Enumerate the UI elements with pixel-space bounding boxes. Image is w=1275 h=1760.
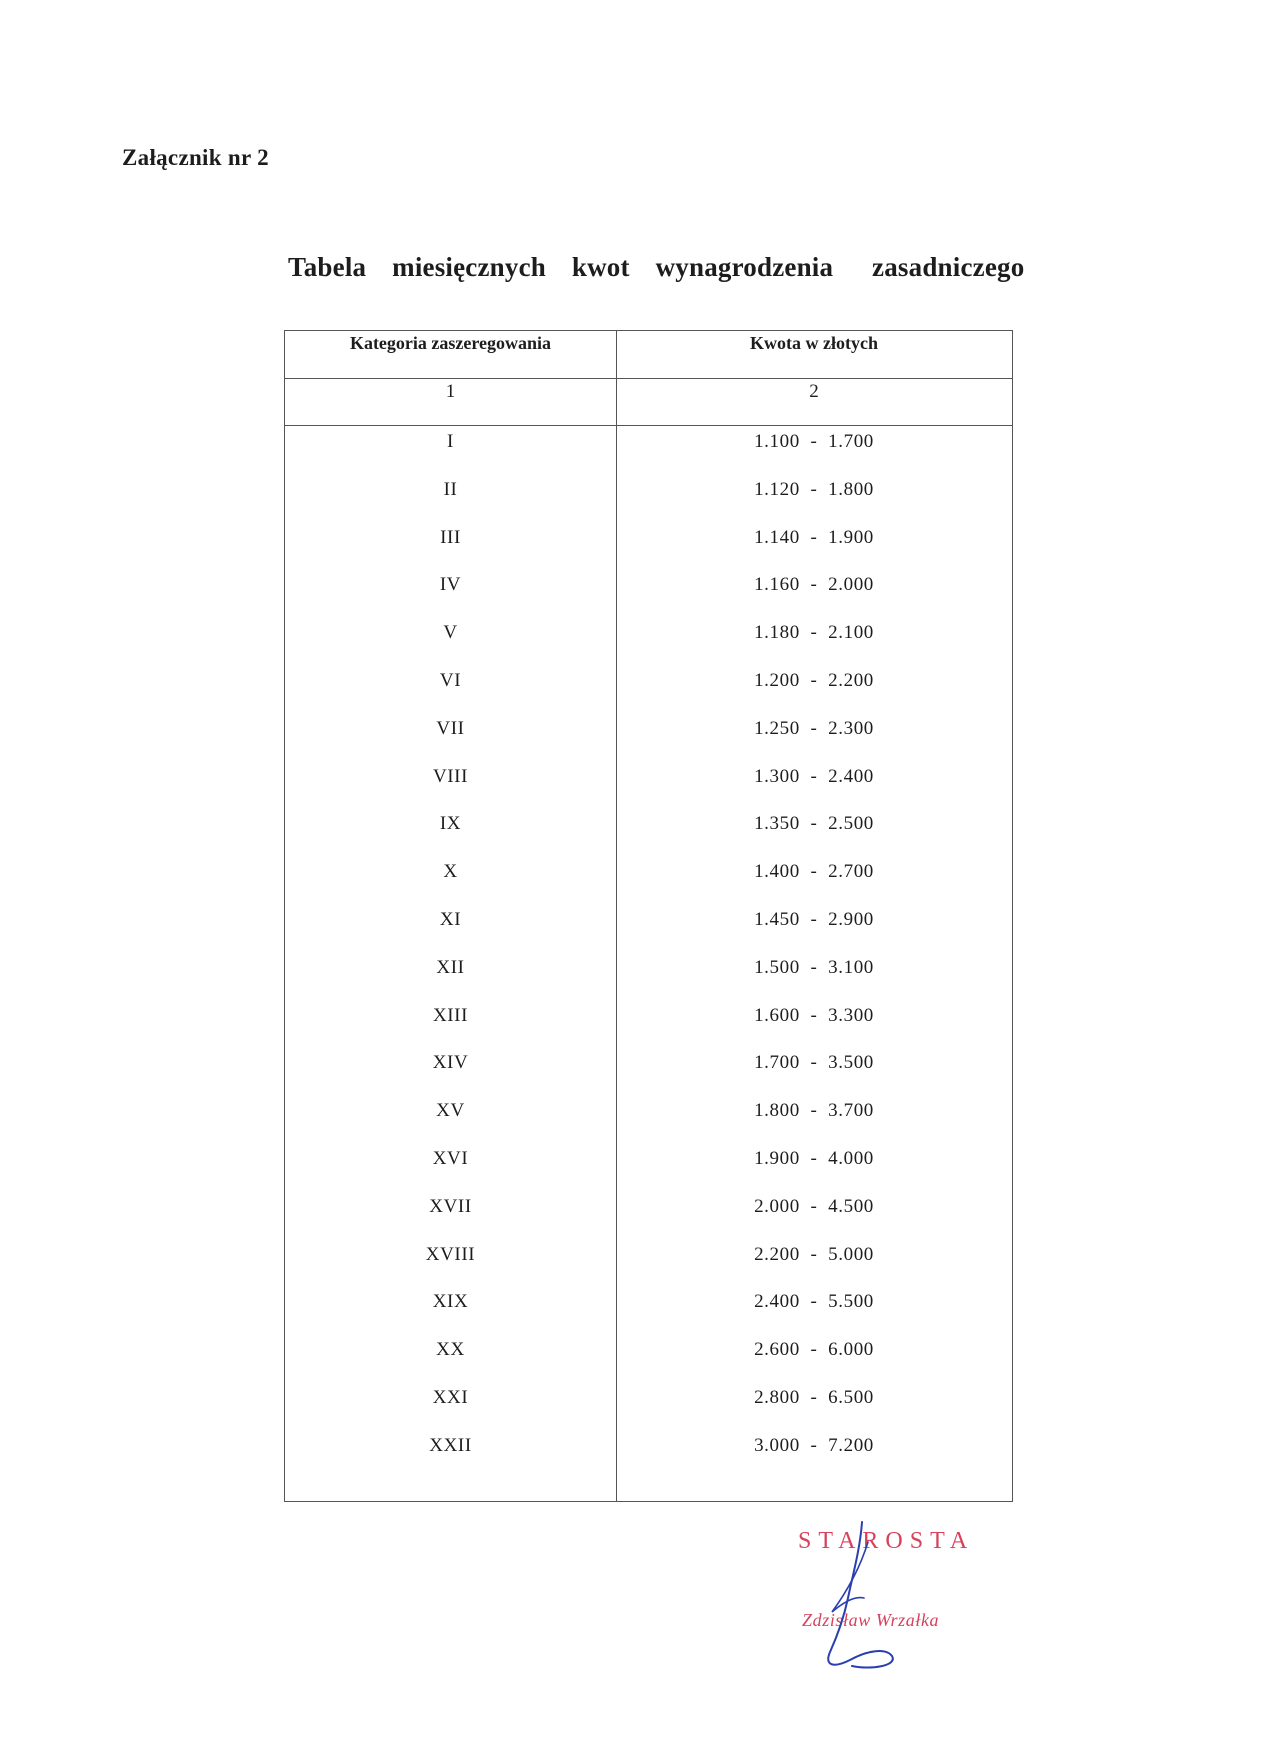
row-amount: 1.350 - 2.500 — [754, 813, 874, 835]
row-category: III — [440, 526, 461, 548]
row-amount: 2.600 - 6.000 — [754, 1339, 874, 1361]
header-amount: Kwota w złotych — [750, 333, 878, 353]
row-amount: 1.600 - 3.300 — [754, 1004, 874, 1026]
row-category: VIII — [432, 765, 469, 787]
row-category: II — [443, 478, 458, 500]
row-amount: 1.250 - 2.300 — [754, 717, 874, 739]
row-amount: 2.200 - 5.000 — [754, 1243, 874, 1265]
column-numbers-divider — [285, 425, 1012, 426]
handwritten-signature — [790, 1520, 980, 1680]
row-category: VI — [439, 670, 462, 691]
row-amount: 1.100 - 1.700 — [754, 431, 874, 452]
official-stamp — [790, 1520, 980, 1680]
row-category: XIII — [432, 1004, 469, 1026]
row-amount: 1.400 - 2.700 — [754, 861, 874, 883]
row-category: X — [443, 861, 458, 883]
row-amount: 1.500 - 3.100 — [754, 956, 874, 978]
row-amount: 2.800 - 6.500 — [754, 1387, 874, 1408]
row-amount: 1.900 - 4.000 — [754, 1148, 874, 1169]
row-category: XVII — [429, 1195, 472, 1217]
row-category: VII — [436, 717, 465, 739]
row-category: XIX — [432, 1291, 469, 1313]
row-amount: 1.200 - 2.200 — [754, 670, 874, 691]
header-category: Kategoria zaszeregowania — [349, 333, 552, 353]
row-category: XIV — [432, 1052, 469, 1074]
row-category: IV — [439, 574, 462, 596]
row-amount: 1.140 - 1.900 — [754, 526, 874, 548]
row-amount: 2.000 - 4.500 — [754, 1195, 874, 1217]
page-title: Tabela miesięcznych kwot wynagrodzenia zasadniczego — [288, 252, 1025, 282]
row-amount: 1.800 - 3.700 — [754, 1100, 874, 1122]
column-number-2: 2 — [809, 381, 819, 402]
stamp-title: STAROSTA — [798, 1528, 975, 1554]
row-category: XI — [439, 909, 462, 930]
row-amount: 1.450 - 2.900 — [754, 909, 874, 930]
row-category: XXII — [429, 1434, 472, 1456]
row-amount: 2.400 - 5.500 — [754, 1291, 874, 1313]
row-amount: 1.180 - 2.100 — [754, 622, 874, 644]
row-category: XVIII — [425, 1243, 476, 1265]
row-category: XVI — [432, 1148, 469, 1169]
row-amount: 1.700 - 3.500 — [754, 1052, 874, 1074]
column-number-1: 1 — [445, 381, 456, 402]
header-divider — [285, 378, 1012, 379]
row-category: XII — [436, 956, 465, 978]
row-amount: 1.300 - 2.400 — [754, 765, 874, 787]
row-amount: 1.160 - 2.000 — [754, 574, 874, 596]
row-category: V — [443, 622, 458, 644]
row-category: XV — [436, 1100, 465, 1122]
row-category: XXI — [432, 1387, 469, 1408]
row-category: IX — [439, 813, 462, 835]
stamp-name: Zdzisław Wrzałka — [802, 1610, 940, 1630]
salary-table — [284, 330, 1013, 1502]
attachment-label: Załącznik nr 2 — [122, 145, 269, 170]
row-amount: 3.000 - 7.200 — [754, 1434, 874, 1456]
row-amount: 1.120 - 1.800 — [754, 478, 874, 500]
row-category: XX — [436, 1339, 465, 1361]
row-category: I — [447, 431, 454, 452]
